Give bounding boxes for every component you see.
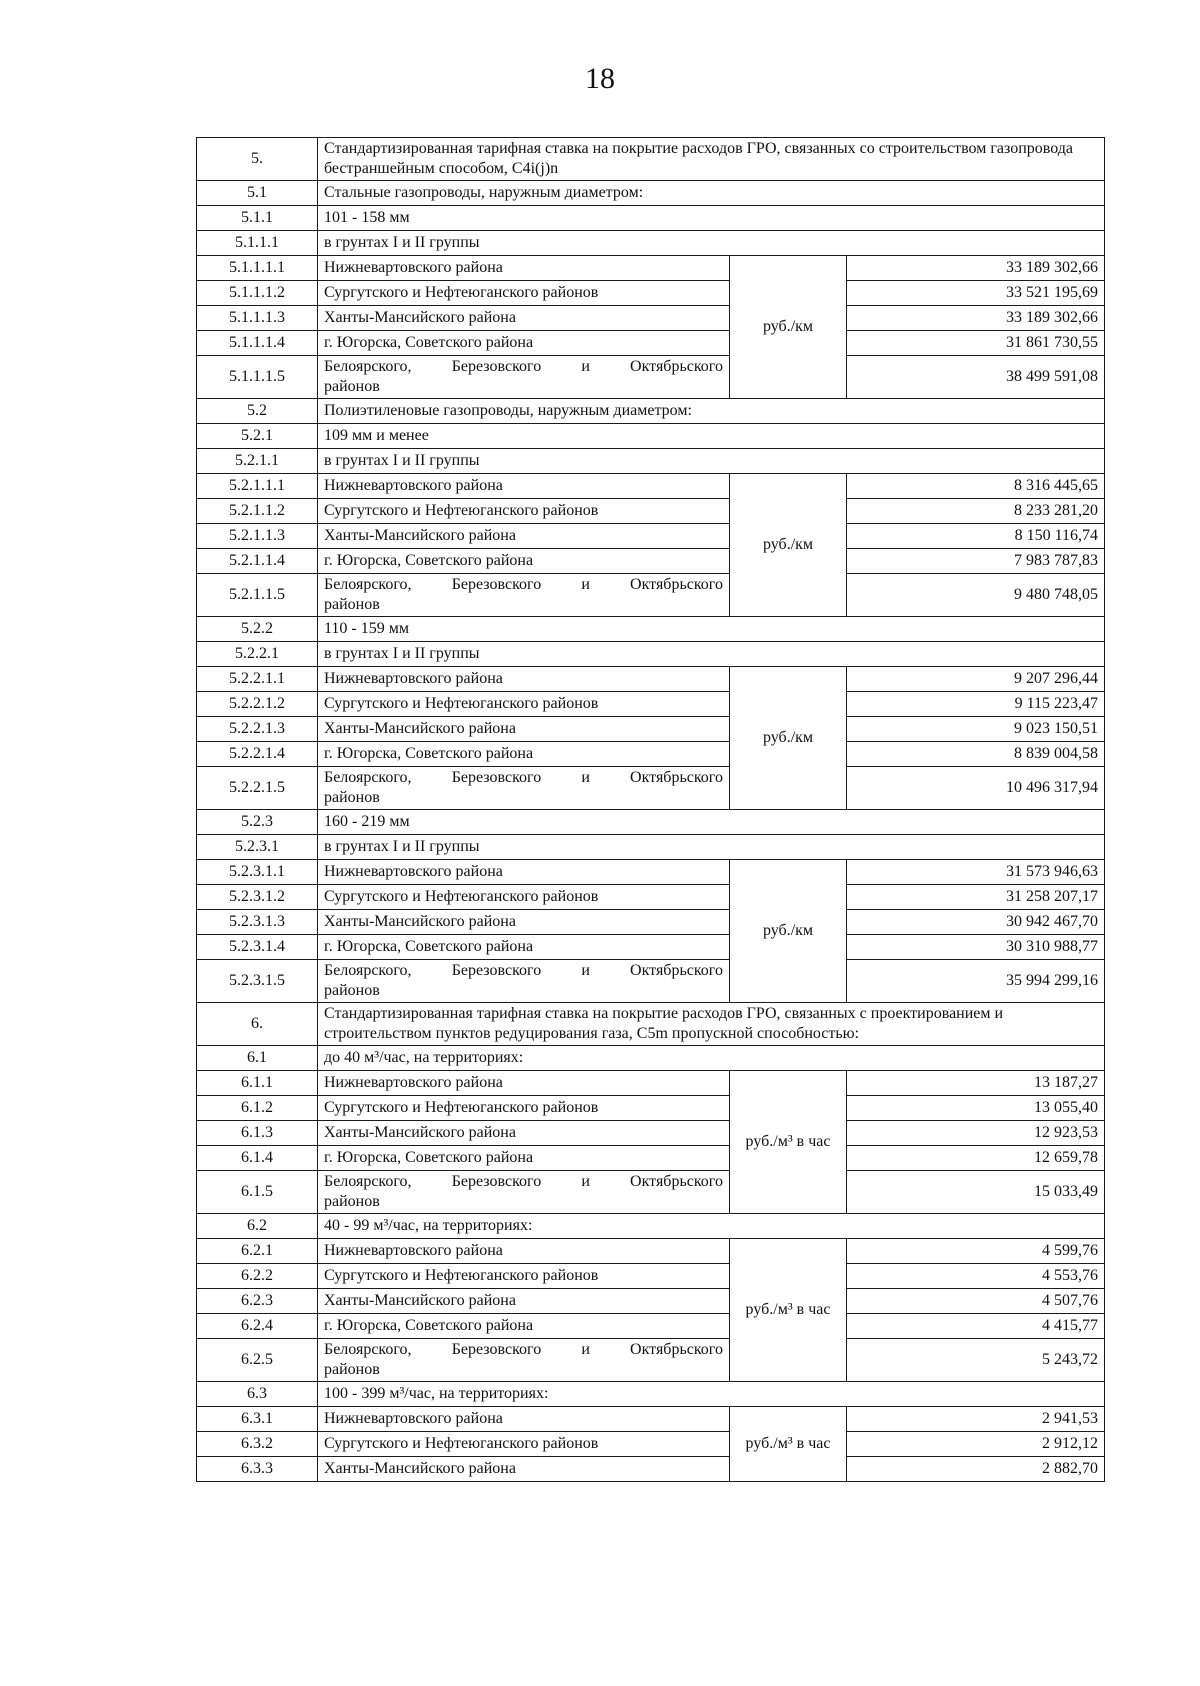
unit-cell: руб./км — [730, 474, 847, 617]
table-row — [197, 935, 1105, 960]
subsection-label: в грунтах I и II группы — [318, 231, 1105, 256]
territory-name: г. Югорска, Советского района — [318, 1146, 730, 1171]
territory-word: Березовского — [451, 358, 542, 375]
row-number: 5.2.1.1.1 — [197, 474, 318, 499]
table-row — [197, 910, 1105, 935]
table-row — [197, 499, 1105, 524]
territory-word: и — [581, 576, 590, 593]
table-row — [197, 1214, 1105, 1239]
table-row — [197, 1096, 1105, 1121]
table-row — [197, 206, 1105, 231]
territory-word: Октябрьского — [630, 769, 723, 786]
row-number: 5.1.1.1.1 — [197, 256, 318, 281]
territory-name: Ханты-Мансийского района — [318, 524, 730, 549]
territory-word: и — [581, 1341, 590, 1358]
row-number: 6.2.5 — [197, 1339, 318, 1382]
tariff-value: 13 187,27 — [847, 1071, 1105, 1096]
tariff-value: 4 553,76 — [847, 1264, 1105, 1289]
territory-name: Ханты-Мансийского района — [318, 1289, 730, 1314]
row-number: 6.3.1 — [197, 1407, 318, 1432]
row-number: 5.1.1.1 — [197, 231, 318, 256]
table-row — [197, 181, 1105, 206]
tariff-value: 9 207 296,44 — [847, 667, 1105, 692]
row-number: 5.2.1.1.3 — [197, 524, 318, 549]
subsection-label: 160 - 219 мм — [318, 810, 1105, 835]
table-row — [197, 399, 1105, 424]
territory-name-line1 — [324, 1340, 723, 1360]
unit-cell: руб./м³ в час — [730, 1407, 847, 1482]
page-number: 18 — [585, 62, 615, 95]
tariff-value: 13 055,40 — [847, 1096, 1105, 1121]
row-number: 5.1.1.1.3 — [197, 306, 318, 331]
table-row — [197, 1121, 1105, 1146]
row-number: 5.1.1.1.4 — [197, 331, 318, 356]
table-row — [197, 449, 1105, 474]
tariff-value: 33 189 302,66 — [847, 306, 1105, 331]
row-number: 5.2.2.1.3 — [197, 717, 318, 742]
territory-name-line2: районов — [324, 596, 380, 613]
table-row — [197, 1432, 1105, 1457]
territory-word: Березовского — [451, 962, 542, 979]
subsection-label: Стальные газопроводы, наружным диаметром: — [318, 181, 1105, 206]
row-number: 6.1.5 — [197, 1171, 318, 1214]
territory-name: Нижневартовского района — [318, 256, 730, 281]
table-row — [197, 810, 1105, 835]
territory-word: Белоярского, — [324, 769, 412, 786]
tariff-value: 8 150 116,74 — [847, 524, 1105, 549]
row-number: 6.2.2 — [197, 1264, 318, 1289]
row-number: 5.2.2.1.1 — [197, 667, 318, 692]
table-row — [197, 256, 1105, 281]
territory-name: Сургутского и Нефтеюганского районов — [318, 499, 730, 524]
tariff-value: 8 316 445,65 — [847, 474, 1105, 499]
table-row — [197, 331, 1105, 356]
table-row — [197, 667, 1105, 692]
territory-name: Сургутского и Нефтеюганского районов — [318, 1096, 730, 1121]
subsection-label: до 40 м³/час, на территориях: — [318, 1046, 1105, 1071]
row-number: 5.2 — [197, 399, 318, 424]
row-number: 5.2.1 — [197, 424, 318, 449]
row-number: 5.2.1.1.4 — [197, 549, 318, 574]
subsection-label: Полиэтиленовые газопроводы, наружным диаметром: — [318, 399, 1105, 424]
territory-name: Сургутского и Нефтеюганского районов — [318, 281, 730, 306]
table-row — [197, 767, 1105, 810]
territory-word: Октябрьского — [630, 1173, 723, 1190]
territory-word: и — [581, 962, 590, 979]
territory-name-line1 — [324, 575, 723, 595]
territory-name: Сургутского и Нефтеюганского районов — [318, 692, 730, 717]
territory-name-line2: районов — [324, 1361, 380, 1378]
territory-name-line2: районов — [324, 378, 380, 395]
table-row — [197, 1407, 1105, 1432]
row-number: 5.1.1.1.5 — [197, 356, 318, 399]
territory-word: Белоярского, — [324, 1173, 412, 1190]
territory-name: Сургутского и Нефтеюганского районов — [318, 1264, 730, 1289]
tariff-value: 9 023 150,51 — [847, 717, 1105, 742]
territory-name: Нижневартовского района — [318, 1239, 730, 1264]
territory-name: Ханты-Мансийского района — [318, 910, 730, 935]
subsection-label: 109 мм и менее — [318, 424, 1105, 449]
territory-word: Березовского — [451, 576, 542, 593]
territory-name: Ханты-Мансийского района — [318, 306, 730, 331]
tariff-value: 9 480 748,05 — [847, 574, 1105, 617]
table-row — [197, 960, 1105, 1003]
row-number: 6.2.1 — [197, 1239, 318, 1264]
unit-cell: руб./м³ в час — [730, 1239, 847, 1382]
table-row — [197, 1339, 1105, 1382]
tariff-value: 12 659,78 — [847, 1146, 1105, 1171]
tariff-value: 15 033,49 — [847, 1171, 1105, 1214]
table-row — [197, 1314, 1105, 1339]
tariff-value: 7 983 787,83 — [847, 549, 1105, 574]
table-row — [197, 1146, 1105, 1171]
tariff-value: 8 233 281,20 — [847, 499, 1105, 524]
table-row — [197, 1071, 1105, 1096]
row-number: 6.1.4 — [197, 1146, 318, 1171]
row-number: 6.2.3 — [197, 1289, 318, 1314]
territory-name: г. Югорска, Советского района — [318, 331, 730, 356]
territory-word: Белоярского, — [324, 358, 412, 375]
tariff-value: 12 923,53 — [847, 1121, 1105, 1146]
table-row — [197, 574, 1105, 617]
subsection-label: в грунтах I и II группы — [318, 835, 1105, 860]
tariff-value: 2 912,12 — [847, 1432, 1105, 1457]
subsection-label: в грунтах I и II группы — [318, 449, 1105, 474]
territory-name: г. Югорска, Советского района — [318, 1314, 730, 1339]
table-row — [197, 1046, 1105, 1071]
territory-name: Нижневартовского района — [318, 667, 730, 692]
row-number: 5.2.3.1.2 — [197, 885, 318, 910]
territory-name: Ханты-Мансийского района — [318, 1121, 730, 1146]
row-number: 5.2.2.1.2 — [197, 692, 318, 717]
row-number: 5.1.1 — [197, 206, 318, 231]
tariff-value: 2 882,70 — [847, 1457, 1105, 1482]
row-number: 6.3.2 — [197, 1432, 318, 1457]
row-number: 5.2.3.1.4 — [197, 935, 318, 960]
territory-word: Белоярского, — [324, 1341, 412, 1358]
table-row — [197, 1171, 1105, 1214]
territory-name-line2: районов — [324, 789, 380, 806]
table-row — [197, 138, 1105, 181]
territory-name — [318, 1171, 730, 1214]
row-number: 5. — [197, 138, 318, 181]
table-row — [197, 1457, 1105, 1482]
territory-word: Белоярского, — [324, 576, 412, 593]
table-row — [197, 306, 1105, 331]
tariff-value: 35 994 299,16 — [847, 960, 1105, 1003]
territory-name: г. Югорска, Советского района — [318, 935, 730, 960]
row-number: 5.1.1.1.2 — [197, 281, 318, 306]
territory-name — [318, 767, 730, 810]
subsection-label: 40 - 99 м³/час, на территориях: — [318, 1214, 1105, 1239]
table-row — [197, 885, 1105, 910]
tariff-value: 8 839 004,58 — [847, 742, 1105, 767]
tariff-value: 33 521 195,69 — [847, 281, 1105, 306]
territory-name: Ханты-Мансийского района — [318, 1457, 730, 1482]
table-row — [197, 617, 1105, 642]
table-row — [197, 1239, 1105, 1264]
row-number: 5.2.3 — [197, 810, 318, 835]
territory-word: Октябрьского — [630, 962, 723, 979]
row-number: 5.2.1.1.5 — [197, 574, 318, 617]
row-number: 5.2.2.1.4 — [197, 742, 318, 767]
territory-name: Ханты-Мансийского района — [318, 717, 730, 742]
territory-name: Нижневартовского района — [318, 860, 730, 885]
territory-name — [318, 960, 730, 1003]
table-row — [197, 424, 1105, 449]
table-row — [197, 549, 1105, 574]
territory-name: Нижневартовского района — [318, 474, 730, 499]
territory-word: Октябрьского — [630, 576, 723, 593]
tariff-value: 30 310 988,77 — [847, 935, 1105, 960]
table-row — [197, 524, 1105, 549]
territory-word: Белоярского, — [324, 962, 412, 979]
territory-word: Октябрьского — [630, 1341, 723, 1358]
tariff-value: 30 942 467,70 — [847, 910, 1105, 935]
row-number: 6.2.4 — [197, 1314, 318, 1339]
unit-cell: руб./км — [730, 256, 847, 399]
territory-name-line1 — [324, 1172, 723, 1192]
territory-word: Березовского — [451, 1341, 542, 1358]
territory-name-line2: районов — [324, 1193, 380, 1210]
unit-cell: руб./м³ в час — [730, 1071, 847, 1214]
row-number: 5.2.3.1.1 — [197, 860, 318, 885]
tariff-table-body — [197, 138, 1105, 1482]
tariff-value: 31 573 946,63 — [847, 860, 1105, 885]
tariff-value: 31 861 730,55 — [847, 331, 1105, 356]
tariff-value: 4 599,76 — [847, 1239, 1105, 1264]
row-number: 5.2.2.1 — [197, 642, 318, 667]
territory-word: Березовского — [451, 769, 542, 786]
unit-cell: руб./км — [730, 667, 847, 810]
table-row — [197, 474, 1105, 499]
row-number: 6.3.3 — [197, 1457, 318, 1482]
table-row — [197, 717, 1105, 742]
table-row — [197, 281, 1105, 306]
unit-cell: руб./км — [730, 860, 847, 1003]
row-number: 6.2 — [197, 1214, 318, 1239]
territory-word: и — [581, 1173, 590, 1190]
territory-name: г. Югорска, Советского района — [318, 742, 730, 767]
tariff-value: 10 496 317,94 — [847, 767, 1105, 810]
table-row — [197, 692, 1105, 717]
table-row — [197, 742, 1105, 767]
row-number: 6. — [197, 1003, 318, 1046]
section-heading: Стандартизированная тарифная ставка на покрытие расходов ГРО, связанных со строительством газопровода бестраншейным способом, С4i(j)n — [318, 138, 1105, 181]
territory-word: Березовского — [451, 1173, 542, 1190]
row-number: 5.2.3.1.5 — [197, 960, 318, 1003]
subsection-label: 101 - 158 мм — [318, 206, 1105, 231]
tariff-value: 5 243,72 — [847, 1339, 1105, 1382]
territory-name-line1 — [324, 357, 723, 377]
tariff-value: 33 189 302,66 — [847, 256, 1105, 281]
territory-word: Октябрьского — [630, 358, 723, 375]
territory-name — [318, 1339, 730, 1382]
row-number: 6.1.1 — [197, 1071, 318, 1096]
table-row — [197, 1382, 1105, 1407]
tariff-value: 31 258 207,17 — [847, 885, 1105, 910]
row-number: 5.2.2 — [197, 617, 318, 642]
territory-name: Сургутского и Нефтеюганского районов — [318, 885, 730, 910]
tariff-value: 4 415,77 — [847, 1314, 1105, 1339]
table-row — [197, 1264, 1105, 1289]
row-number: 6.1.3 — [197, 1121, 318, 1146]
tariff-value: 9 115 223,47 — [847, 692, 1105, 717]
table-row — [197, 1289, 1105, 1314]
territory-name: Нижневартовского района — [318, 1407, 730, 1432]
row-number: 5.2.3.1 — [197, 835, 318, 860]
tariff-table — [196, 137, 1105, 1482]
tariff-value: 38 499 591,08 — [847, 356, 1105, 399]
table-row — [197, 231, 1105, 256]
row-number: 5.2.1.1.2 — [197, 499, 318, 524]
subsection-label: 110 - 159 мм — [318, 617, 1105, 642]
territory-name: Сургутского и Нефтеюганского районов — [318, 1432, 730, 1457]
territory-word: и — [581, 769, 590, 786]
row-number: 5.2.2.1.5 — [197, 767, 318, 810]
territory-name-line1 — [324, 768, 723, 788]
territory-name — [318, 356, 730, 399]
table-row — [197, 1003, 1105, 1046]
row-number: 5.1 — [197, 181, 318, 206]
territory-name: г. Югорска, Советского района — [318, 549, 730, 574]
subsection-label: в грунтах I и II группы — [318, 642, 1105, 667]
table-row — [197, 860, 1105, 885]
table-row — [197, 642, 1105, 667]
table-row — [197, 835, 1105, 860]
row-number: 5.2.1.1 — [197, 449, 318, 474]
tariff-value: 2 941,53 — [847, 1407, 1105, 1432]
row-number: 5.2.3.1.3 — [197, 910, 318, 935]
territory-name: Нижневартовского района — [318, 1071, 730, 1096]
table-row — [197, 356, 1105, 399]
section-heading: Стандартизированная тарифная ставка на покрытие расходов ГРО, связанных с проектированием и строительством пунктов редуцирования газа, С5m пропускной способностью: — [318, 1003, 1105, 1046]
territory-word: и — [581, 358, 590, 375]
subsection-label: 100 - 399 м³/час, на территориях: — [318, 1382, 1105, 1407]
territory-name-line1 — [324, 961, 723, 981]
territory-name-line2: районов — [324, 982, 380, 999]
territory-name — [318, 574, 730, 617]
row-number: 6.1.2 — [197, 1096, 318, 1121]
row-number: 6.3 — [197, 1382, 318, 1407]
row-number: 6.1 — [197, 1046, 318, 1071]
tariff-value: 4 507,76 — [847, 1289, 1105, 1314]
